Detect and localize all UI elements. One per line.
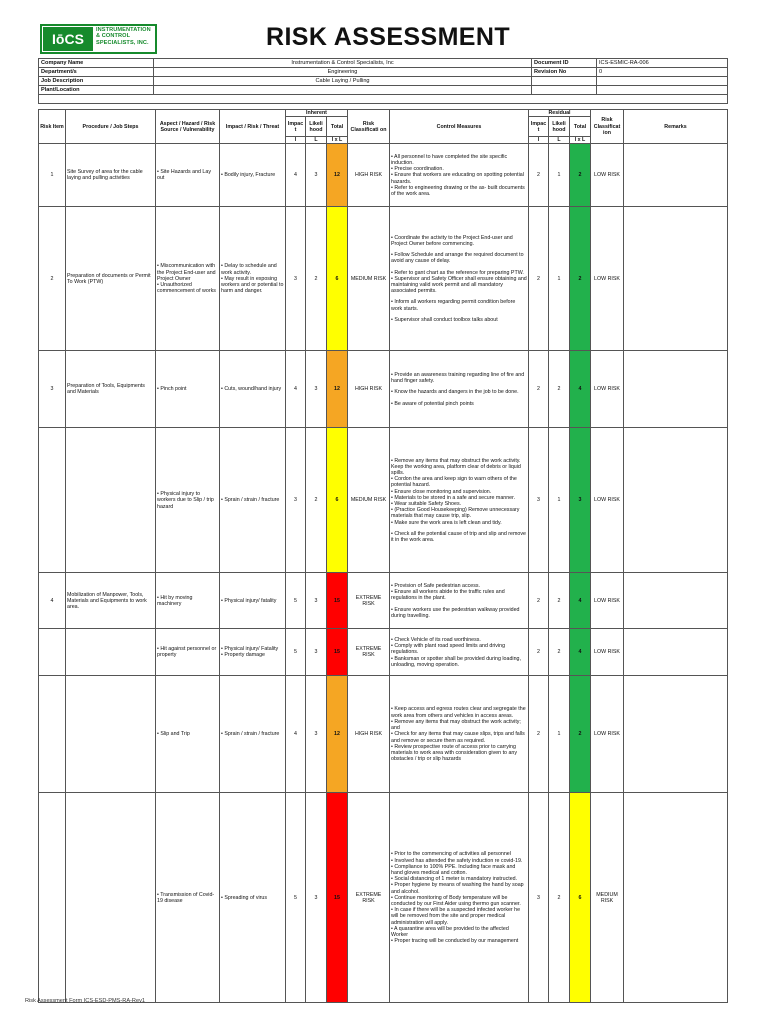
inherent-likelihood-value: 2 <box>306 428 327 573</box>
risk-row <box>39 573 728 629</box>
control-measure-item: • Materials to be stored in a safe and secure manner. <box>391 494 516 501</box>
control-measure-item: • Refer to gant chart as the reference for preparing PTW. <box>391 269 524 276</box>
info-row-job <box>39 77 728 86</box>
col-residual-ixl: I x L <box>570 137 591 144</box>
control-measure-item: • In case if there will be a suspected infected worker he will be removed from the site and proper medical administration will apply. <box>391 907 521 926</box>
residual-total-value: 4 <box>570 629 591 676</box>
remarks-cell <box>624 793 728 1003</box>
impact-cell: • Sprain / strain / fracture <box>220 428 286 573</box>
control-measure-item: • Know the hazards and dangers in the job to be done. <box>391 389 519 396</box>
document-info-table <box>38 58 728 104</box>
residual-impact-value: 2 <box>529 676 549 793</box>
residual-classification: LOW RISK <box>591 428 624 573</box>
risk-row <box>39 676 728 793</box>
control-measures-cell <box>390 793 529 1003</box>
risk-item-number <box>39 629 66 676</box>
control-measures-cell <box>390 676 529 793</box>
revision-label: Revision No <box>532 68 597 77</box>
inherent-likelihood-value: 3 <box>306 629 327 676</box>
risk-item-number: 4 <box>39 573 66 629</box>
aspect-cell: • Site Hazards and Lay out <box>156 144 220 207</box>
col-residual-impact: Impac t <box>529 117 549 137</box>
control-measure-item: • Refer to engineering drawing or the as- built documents of the work area. <box>391 184 525 197</box>
inherent-impact-value: 5 <box>286 573 306 629</box>
procedure-cell: Preparation of Tools, Equipments and Materials <box>66 351 156 428</box>
inherent-total-value: 15 <box>327 793 348 1003</box>
inherent-likelihood-value: 3 <box>306 144 327 207</box>
col-residual-i: I <box>529 137 549 144</box>
logo-name-line: SPECIALISTS, INC. <box>96 39 149 46</box>
spacer-cell <box>39 95 728 104</box>
logo-mark: IōCS <box>43 27 93 51</box>
inherent-impact-value: 4 <box>286 676 306 793</box>
control-measure-item: • Keep access and egress routes clear and segregate the work area from others and vehicles in access areas. <box>391 706 526 719</box>
procedure-cell: Mobilization of Manpower, Tools, Materials and Equipments to work area. <box>66 573 156 629</box>
col-inherent-total: Total <box>327 117 348 137</box>
empty-cell <box>597 86 728 95</box>
control-measure-item: • Supervisor and Safety Officer shall ensure obtaining and maintaining valid work permit and all mandatory associated permits. <box>391 275 527 295</box>
col-inherent-impact: Impac t <box>286 117 306 137</box>
residual-likelihood-value: 2 <box>549 629 570 676</box>
inherent-likelihood-value: 3 <box>306 351 327 428</box>
inherent-total-value: 15 <box>327 573 348 629</box>
residual-likelihood-value: 2 <box>549 573 570 629</box>
control-measure-item: • (Practice Good Housekeeping) Remove unnecessary materials that may cause trip, slip. <box>391 507 520 520</box>
col-residual-classification: Risk Classificat ion <box>591 110 624 144</box>
risk-classification: EXTREME RISK <box>348 629 390 676</box>
empty-cell <box>532 86 597 95</box>
header-row-1 <box>39 110 728 117</box>
risk-row <box>39 629 728 676</box>
control-measures-cell <box>390 573 529 629</box>
control-measures-cell <box>390 351 529 428</box>
risk-classification: MEDIUM RISK <box>348 207 390 351</box>
inherent-impact-value: 3 <box>286 428 306 573</box>
aspect-cell: • Miscommunication with the Project End-user and Project Owner • Unauthorized commencement of works <box>156 207 220 351</box>
plant-location-value <box>154 86 532 95</box>
control-measure-item: • Follow Schedule and arrange the required document to avoid any cause of delay. <box>391 252 524 265</box>
info-row-plant <box>39 86 728 95</box>
control-measures-cell <box>390 428 529 573</box>
col-inherent-ixl: I x L <box>327 137 348 144</box>
inherent-total-value: 12 <box>327 676 348 793</box>
col-impact: Impact / Risk / Threat <box>220 110 286 144</box>
info-row-department <box>39 68 728 77</box>
control-measure-item: • Check for any items that may cause slips, trips and falls and remove or secure them as required. <box>391 731 525 744</box>
col-residual: Residual <box>529 110 591 117</box>
inherent-likelihood-value: 3 <box>306 793 327 1003</box>
inherent-impact-value: 5 <box>286 629 306 676</box>
department-label: Department/s <box>39 68 154 77</box>
control-measure-item: • Involved has attended the safety induction re covid-19. <box>391 857 523 864</box>
residual-likelihood-value: 1 <box>549 676 570 793</box>
residual-likelihood-value: 1 <box>549 144 570 207</box>
document-id-value: ICS-ESMIC-RA-006 <box>597 59 728 68</box>
control-measures-cell <box>390 629 529 676</box>
aspect-cell: • Slip and Trip <box>156 676 220 793</box>
risk-row <box>39 144 728 207</box>
aspect-cell: • Physical injury to workers due to Slip / trip hazard <box>156 428 220 573</box>
residual-classification: LOW RISK <box>591 676 624 793</box>
company-logo <box>40 24 157 54</box>
risk-classification: HIGH RISK <box>348 144 390 207</box>
risk-item-number: 2 <box>39 207 66 351</box>
remarks-cell <box>624 144 728 207</box>
impact-cell: • Sprain / strain / fracture <box>220 676 286 793</box>
control-measure-item: • Ensure that workers are educating on spotting potential hazards. <box>391 172 524 185</box>
page-title: RISK ASSESSMENT <box>266 23 511 51</box>
residual-likelihood-value: 1 <box>549 428 570 573</box>
risk-classification: HIGH RISK <box>348 351 390 428</box>
residual-classification: LOW RISK <box>591 573 624 629</box>
control-measure-item: • Social distancing of 1 meter is mandatory instructed. <box>391 876 518 883</box>
logo-name-line: INSTRUMENTATION <box>96 27 151 33</box>
control-measure-item: • Cordon the area and keep sign to warn others of the potential hazard. <box>391 476 517 489</box>
residual-likelihood-value: 2 <box>549 351 570 428</box>
risk-item-number: 1 <box>39 144 66 207</box>
control-measures-cell <box>390 207 529 351</box>
risk-classification: EXTREME RISK <box>348 573 390 629</box>
procedure-cell: Preparation of documents or Permit To Work (PTW) <box>66 207 156 351</box>
risk-classification: EXTREME RISK <box>348 793 390 1003</box>
residual-classification: LOW RISK <box>591 351 624 428</box>
residual-impact-value: 2 <box>529 207 549 351</box>
inherent-likelihood-value: 3 <box>306 676 327 793</box>
info-row-spacer <box>39 95 728 104</box>
inherent-total-value: 6 <box>327 428 348 573</box>
col-inherent-l: L <box>306 137 327 144</box>
residual-classification: LOW RISK <box>591 207 624 351</box>
company-value: Instrumentation & Control Specialists, Inc <box>154 59 532 68</box>
control-measure-item: • Ensure workers use the pedestrian walkway provided during travelling. <box>391 606 520 619</box>
procedure-cell <box>66 629 156 676</box>
inherent-impact-value: 3 <box>286 207 306 351</box>
col-inherent-likelihood: Likeli hood <box>306 117 327 137</box>
inherent-likelihood-value: 3 <box>306 573 327 629</box>
inherent-total-value: 12 <box>327 144 348 207</box>
residual-total-value: 2 <box>570 676 591 793</box>
col-classification: Risk Classificati on <box>348 110 390 144</box>
control-measure-item: • Proper hygiene by means of washing the hand by soap and alcohol. <box>391 882 524 895</box>
remarks-cell <box>624 207 728 351</box>
control-measure-item: • Wear suitable Safety Shoes. <box>391 501 462 507</box>
logo-name-line: & CONTROL <box>96 33 131 40</box>
risk-row <box>39 428 728 573</box>
col-remarks: Remarks <box>624 110 728 144</box>
residual-likelihood-value: 1 <box>549 207 570 351</box>
revision-value: 0 <box>597 68 728 77</box>
residual-impact-value: 3 <box>529 793 549 1003</box>
control-measure-item: • Supervisor shall conduct toolbox talks about <box>391 316 498 323</box>
impact-cell: • Delay to schedule and work activity. • May result in exposing workers and or potential to harm and danger. <box>220 207 286 351</box>
control-measure-item: • Compliance to 100% PPE. Including face mask and hand gloves medical and cotton. <box>391 863 516 876</box>
impact-cell: • Spreading of virus <box>220 793 286 1003</box>
risk-item-number <box>39 793 66 1003</box>
impact-cell: • Cuts, wound/hand injury <box>220 351 286 428</box>
inherent-impact-value: 5 <box>286 793 306 1003</box>
residual-likelihood-value: 2 <box>549 793 570 1003</box>
procedure-cell <box>66 793 156 1003</box>
risk-item-number: 3 <box>39 351 66 428</box>
control-measure-item: • Comply with plant road speed limits and driving regulations. <box>391 643 506 656</box>
control-measure-item: • Check Vehicle of its road worthiness. <box>391 636 481 643</box>
inherent-impact-value: 4 <box>286 144 306 207</box>
inherent-total-value: 12 <box>327 351 348 428</box>
residual-impact-value: 2 <box>529 629 549 676</box>
risk-table <box>38 109 728 1003</box>
empty-cell <box>532 77 597 86</box>
col-residual-l: L <box>549 137 570 144</box>
control-measure-item: • Continue monitoring of Body temperature will be conducted by our First Aider using thermo gun scanner. <box>391 894 521 907</box>
impact-cell: • Physical injury/ Fatality • Property damage <box>220 629 286 676</box>
residual-impact-value: 3 <box>529 428 549 573</box>
aspect-cell: • Transmission of Covid-19 disease <box>156 793 220 1003</box>
control-measure-item: • All personnel to have completed the site specific induction. <box>391 153 508 166</box>
residual-total-value: 3 <box>570 428 591 573</box>
job-description-value: Cable Laying / Pulling <box>154 77 532 86</box>
risk-classification: MEDIUM RISK <box>348 428 390 573</box>
risk-row <box>39 207 728 351</box>
risk-table-body <box>39 144 728 1003</box>
risk-assessment-page <box>38 22 727 945</box>
control-measure-item: • Precise coordination. <box>391 166 444 173</box>
risk-row <box>39 793 728 1003</box>
col-inherent: Inherent <box>286 110 348 117</box>
col-residual-total: Total <box>570 117 591 137</box>
impact-cell: • Bodily injury, Fracture <box>220 144 286 207</box>
plant-location-label: Plant/Location <box>39 86 154 95</box>
procedure-cell <box>66 428 156 573</box>
document-id-label: Document ID <box>532 59 597 68</box>
control-measure-item: • Provision of Safe pedestrian access. <box>391 582 481 589</box>
inherent-likelihood-value: 2 <box>306 207 327 351</box>
residual-impact-value: 2 <box>529 573 549 629</box>
residual-total-value: 2 <box>570 207 591 351</box>
remarks-cell <box>624 573 728 629</box>
control-measure-item: • Proper tracing will be conducted by our management <box>391 938 519 945</box>
col-aspect: Aspect / Hazard / Risk Source / Vulnerability <box>156 110 220 144</box>
aspect-cell: • Hit against personnel or property <box>156 629 220 676</box>
control-measure-item: • Inform all workers regarding permit condition before work starts. <box>391 299 516 312</box>
residual-impact-value: 2 <box>529 351 549 428</box>
control-measure-item: • Ensure close monitoring and supervision. <box>391 488 492 495</box>
risk-item-number <box>39 428 66 573</box>
info-row-company <box>39 59 728 68</box>
residual-total-value: 4 <box>570 573 591 629</box>
risk-item-number <box>39 676 66 793</box>
control-measure-item: • Provide an awareness training regarding line of fire and hand finger safety. <box>391 372 525 385</box>
job-description-label: Job Description <box>39 77 154 86</box>
remarks-cell <box>624 676 728 793</box>
col-inherent-i: I <box>286 137 306 144</box>
control-measure-item: • Prior to the commencing of activities all personnel <box>391 851 511 858</box>
residual-total-value: 2 <box>570 144 591 207</box>
residual-impact-value: 2 <box>529 144 549 207</box>
form-footer: Risk Assessment Form ICS-ESD-PMS-RA-Rev1 <box>25 998 145 1004</box>
remarks-cell <box>624 629 728 676</box>
control-measures-cell <box>390 144 529 207</box>
risk-classification: HIGH RISK <box>348 676 390 793</box>
document-header <box>38 22 727 60</box>
residual-classification: LOW RISK <box>591 144 624 207</box>
department-value: Engineering <box>154 68 532 77</box>
col-residual-likelihood: Likeli hood <box>549 117 570 137</box>
remarks-cell <box>624 351 728 428</box>
control-measure-item: • Coordinate the activity to the Project End-user and Project Owner before commencing. <box>391 234 513 247</box>
company-label: Company Name <box>39 59 154 68</box>
residual-total-value: 4 <box>570 351 591 428</box>
residual-classification: MEDIUM RISK <box>591 793 624 1003</box>
control-measure-item: • Remove any items that may obstruct the work activity; and <box>391 718 521 732</box>
control-measure-item: • A quarantine area will be provided to the affected Worker <box>391 925 509 939</box>
logo-name <box>96 27 151 46</box>
control-measure-item: • Banksman or spotter shall be provided during loading, unloading, moving operation. <box>391 655 521 668</box>
empty-cell <box>597 77 728 86</box>
control-measure-item: • Check all the potential cause of trip and slip and remove it in the work area. <box>391 530 526 544</box>
residual-total-value: 6 <box>570 793 591 1003</box>
col-procedure: Procedure / Job Steps <box>66 110 156 144</box>
control-measure-item: • Review prospective route of access prior to carrying materials to work area with consideration given to any obstacles / trip or slip hazards <box>391 743 518 763</box>
aspect-cell: • Pinch point <box>156 351 220 428</box>
remarks-cell <box>624 428 728 573</box>
inherent-total-value: 6 <box>327 207 348 351</box>
procedure-cell: Site Survey of area for the cable laying and pulling activities <box>66 144 156 207</box>
risk-row <box>39 351 728 428</box>
col-risk-item: Risk Item <box>39 110 66 144</box>
control-measure-item: • Be aware of potential pinch points <box>391 400 474 407</box>
residual-classification: LOW RISK <box>591 629 624 676</box>
procedure-cell <box>66 676 156 793</box>
aspect-cell: • Hit by moving machinery <box>156 573 220 629</box>
inherent-impact-value: 4 <box>286 351 306 428</box>
inherent-total-value: 15 <box>327 629 348 676</box>
col-control-measures: Control Measures <box>390 110 529 144</box>
impact-cell: • Physical injury/ fatality <box>220 573 286 629</box>
control-measure-item: • Remove any items that may obstruct the work activity. Keep the working area, platform clear of debris or liquid spills. <box>391 457 521 476</box>
control-measure-item: • Ensure all workers abide to the traffic rules and regulations in the plant. <box>391 589 505 602</box>
control-measure-item: • Make sure the work area is left clean and tidy. <box>391 519 502 526</box>
